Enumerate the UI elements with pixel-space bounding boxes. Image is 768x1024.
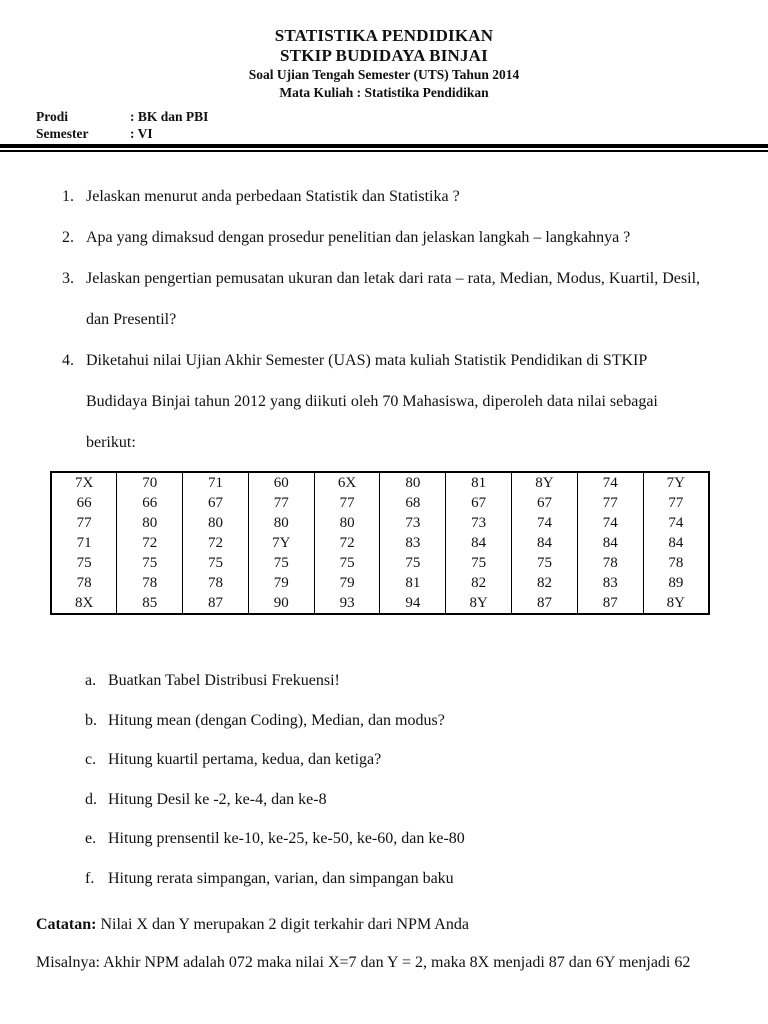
question-item-2 [62, 217, 710, 258]
question-text: Apa yang dimaksud dengan prosedur penelitian dan jelaskan langkah – langkahnya ? [86, 229, 631, 246]
notes-block [36, 906, 712, 982]
meta-block [36, 108, 768, 142]
subquestion-item-b [85, 701, 710, 741]
table-cell: 84 [577, 533, 643, 553]
score-table [50, 471, 710, 615]
subquestion-letter: f. [85, 869, 95, 887]
table-cell: 71 [183, 472, 249, 493]
table-cell: 77 [314, 493, 380, 513]
table-cell: 60 [248, 472, 314, 493]
table-cell: 73 [380, 513, 446, 533]
question-text: Jelaskan menurut anda perbedaan Statistik dan Statistika ? [86, 188, 460, 205]
note-line-2: Misalnya: Akhir NPM adalah 072 maka nilai X=7 dan Y = 2, maka 8X menjadi 87 dan 6Y menjadi 62 [36, 954, 691, 971]
document-header [0, 26, 768, 102]
subquestion-text: Hitung prensentil ke-10, ke-25, ke-50, ke-60, dan ke-80 [108, 830, 465, 847]
question-text: Diketahui nilai Ujian Akhir Semester (UAS) mata kuliah Statistik Pendidikan di STKIP Budidaya Binjai tahun 2012 yang diikuti oleh 70 Mahasiswa, diperoleh data nilai sebagai berikut: [86, 352, 658, 451]
subquestion-text: Hitung mean (dengan Coding), Median, dan modus? [108, 711, 445, 729]
note-line-1 [36, 906, 712, 944]
table-cell: 67 [446, 493, 512, 513]
table-cell: 78 [183, 573, 249, 593]
subquestion-item-c [85, 740, 710, 780]
table-cell: 72 [117, 533, 183, 553]
table-cell: 93 [314, 593, 380, 614]
question-number: 4. [62, 352, 74, 369]
table-cell: 83 [577, 573, 643, 593]
catatan-label: Catatan: [36, 916, 97, 933]
table-cell: 77 [577, 493, 643, 513]
table-cell: 75 [314, 553, 380, 573]
table-cell: 87 [577, 593, 643, 614]
table-cell: 80 [380, 472, 446, 493]
table-cell: 84 [446, 533, 512, 553]
subtitle-line-2: Mata Kuliah : Statistika Pendidikan [279, 85, 489, 100]
table-cell: 79 [314, 573, 380, 593]
table-cell: 80 [183, 513, 249, 533]
subquestion-item-e [85, 819, 710, 859]
table-cell: 80 [314, 513, 380, 533]
table-cell: 82 [512, 573, 578, 593]
table-cell: 94 [380, 593, 446, 614]
question-item-3 [62, 258, 710, 340]
question-number: 2. [62, 229, 74, 246]
table-cell: 74 [577, 472, 643, 493]
subquestion-letter: b. [85, 711, 97, 729]
table-cell: 78 [577, 553, 643, 573]
table-cell: 75 [446, 553, 512, 573]
semester-label: Semester [36, 126, 89, 141]
subtitle-line-1: Soal Ujian Tengah Semester (UTS) Tahun 2014 [248, 67, 520, 82]
subquestion-item-f [85, 859, 710, 899]
subquestion-letter: e. [85, 830, 97, 847]
table-cell: 75 [76, 555, 92, 571]
table-cell: 78 [76, 575, 92, 591]
table-cell: 7Y [643, 472, 709, 493]
table-cell: 77 [76, 515, 92, 531]
table-cell: 72 [314, 533, 380, 553]
prodi-label: Prodi [36, 109, 69, 124]
table-row [51, 513, 709, 533]
subquestion-letter: d. [85, 790, 97, 808]
subquestion-text: Buatkan Tabel Distribusi Frekuensi! [108, 672, 340, 689]
table-row [51, 553, 709, 573]
subquestion-letter: c. [85, 751, 97, 768]
table-cell: 70 [117, 472, 183, 493]
question-item-1 [62, 176, 710, 217]
subquestion-text: Hitung rerata simpangan, varian, dan simpangan baku [108, 869, 454, 887]
table-cell: 8Y [643, 593, 709, 614]
meta-row-prodi [36, 108, 768, 125]
table-cell: 8Y [446, 593, 512, 614]
table-cell: 79 [248, 573, 314, 593]
table-row [51, 493, 709, 513]
semester-value: : VI [130, 126, 153, 141]
table-cell: 6X [314, 472, 380, 493]
table-cell: 84 [643, 533, 709, 553]
table-cell: 77 [248, 493, 314, 513]
table-cell: 8X [74, 595, 94, 611]
table-cell: 67 [512, 493, 578, 513]
question-number: 1. [62, 188, 74, 205]
table-cell: 78 [643, 553, 709, 573]
prodi-value: : BK dan PBI [130, 109, 209, 124]
table-cell: 77 [643, 493, 709, 513]
table-cell: 7Y [248, 533, 314, 553]
table-cell: 85 [117, 593, 183, 614]
table-cell: 81 [380, 573, 446, 593]
table-cell: 90 [248, 593, 314, 614]
table-cell: 72 [183, 533, 249, 553]
table-cell: 67 [183, 493, 249, 513]
subquestion-text: Hitung Desil ke -2, ke-4, dan ke-8 [108, 790, 327, 808]
table-row [51, 533, 709, 553]
table-cell: 7X [74, 475, 94, 491]
table-cell: 83 [380, 533, 446, 553]
table-cell: 87 [183, 593, 249, 614]
divider-double-rule [0, 144, 768, 152]
subquestion-item-a [85, 661, 710, 701]
title-line-1: STATISTIKA PENDIDIKAN [274, 26, 494, 45]
table-cell: 66 [117, 493, 183, 513]
table-cell: 74 [643, 513, 709, 533]
table-cell: 84 [512, 533, 578, 553]
table-cell: 89 [643, 573, 709, 593]
table-cell: 75 [183, 553, 249, 573]
question-item-4 [62, 340, 710, 463]
question-list [62, 176, 710, 463]
question-number: 3. [62, 270, 74, 287]
title-line-2: STKIP BUDIDAYA BINJAI [280, 46, 488, 65]
table-cell: 78 [117, 573, 183, 593]
table-cell: 73 [446, 513, 512, 533]
table-cell: 8Y [512, 472, 578, 493]
table-cell: 74 [512, 513, 578, 533]
score-table-body [51, 472, 709, 614]
table-cell: 80 [248, 513, 314, 533]
table-row [51, 573, 709, 593]
table-cell: 75 [248, 553, 314, 573]
table-cell: 68 [380, 493, 446, 513]
table-cell: 75 [380, 553, 446, 573]
table-cell: 80 [117, 513, 183, 533]
subquestion-list [85, 661, 710, 898]
table-cell: 66 [76, 495, 92, 511]
catatan-text: Nilai X dan Y merupakan 2 digit terkahir dari NPM Anda [100, 916, 469, 933]
table-cell: 74 [577, 513, 643, 533]
table-row [51, 593, 709, 614]
table-row [51, 472, 709, 493]
meta-row-semester [36, 125, 768, 142]
subquestion-text: Hitung kuartil pertama, kedua, dan ketiga? [108, 751, 382, 768]
table-cell: 75 [117, 553, 183, 573]
question-text: Jelaskan pengertian pemusatan ukuran dan letak dari rata – rata, Median, Modus, Kuartil, Desil, dan Presentil? [86, 270, 701, 328]
table-cell: 75 [512, 553, 578, 573]
table-cell: 81 [446, 472, 512, 493]
table-cell: 71 [76, 535, 92, 551]
table-cell: 87 [512, 593, 578, 614]
subquestion-letter: a. [85, 672, 97, 689]
table-cell: 82 [446, 573, 512, 593]
subquestion-item-d [85, 780, 710, 820]
